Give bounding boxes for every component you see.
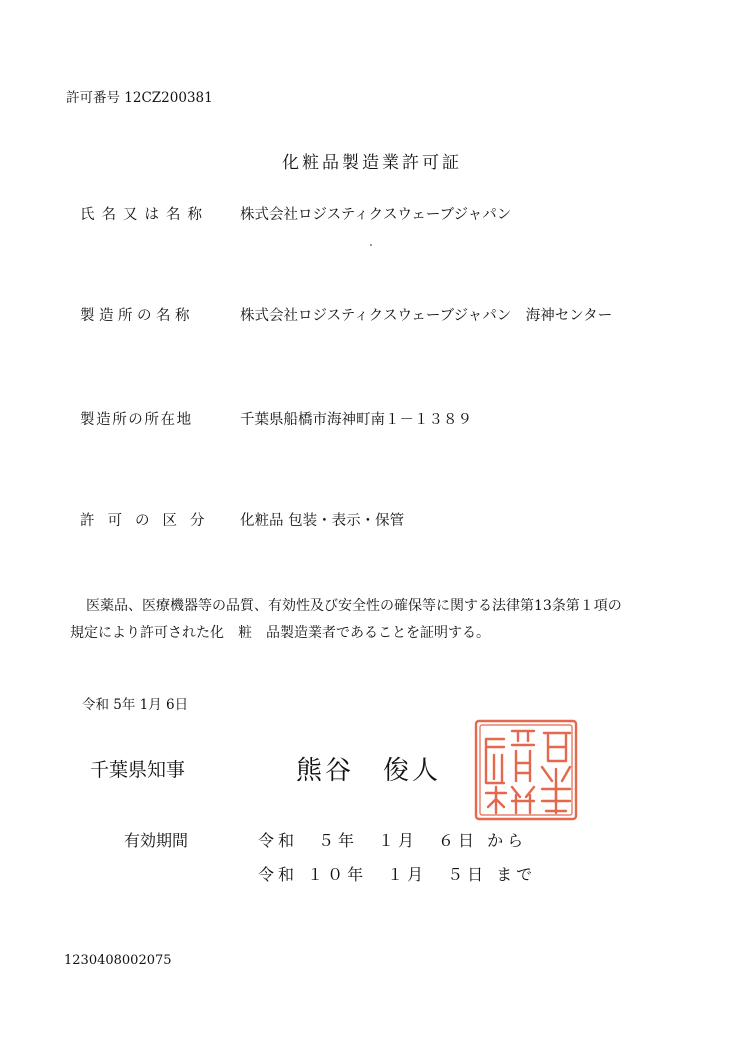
issuer-title: 千葉県知事 xyxy=(90,759,186,781)
official-seal-stamp xyxy=(472,717,580,823)
issue-date: 令和 5年 1月 6日 xyxy=(82,697,189,713)
certification-statement xyxy=(70,593,690,647)
field-label-facility-address: 製造所の所在地 xyxy=(80,412,193,428)
document-title: 化粧品製造業許可証 xyxy=(282,153,462,173)
validity-to: 令和 １０年 １月 ５日 まで xyxy=(258,865,537,884)
serial-number: 1230408002075 xyxy=(64,953,172,968)
validity-label: 有効期間 xyxy=(124,831,189,850)
issuer-name: 熊谷 俊人 xyxy=(296,756,442,786)
permit-number: 許可番号 12CZ200381 xyxy=(66,90,213,106)
field-value-facility-name: 株式会社ロジスティクスウェーブジャパン 海神センター xyxy=(240,308,613,324)
field-label-facility-name: 製造所の名称 xyxy=(80,308,194,324)
field-value-name: 株式会社ロジスティクスウェーブジャパン xyxy=(240,207,512,223)
field-value-permit-category: 化粧品 包装・表示・保管 xyxy=(240,513,405,529)
scan-speck xyxy=(370,244,372,246)
field-label-permit-category: 許可の区分 xyxy=(80,513,218,529)
validity-from: 令和 ５年 １月 ６日 から xyxy=(258,831,528,850)
field-value-facility-address: 千葉県船橋市海神町南１－１３８９ xyxy=(240,412,472,428)
statement-line-2: 規定により許可された化 粧 品製造業者であることを証明する。 xyxy=(70,625,490,641)
statement-line-1: 医薬品、医療機器等の品質、有効性及び安全性の確保等に関する法律第13条第１項の xyxy=(86,598,622,614)
field-label-name: 氏名又は名称 xyxy=(80,207,209,223)
